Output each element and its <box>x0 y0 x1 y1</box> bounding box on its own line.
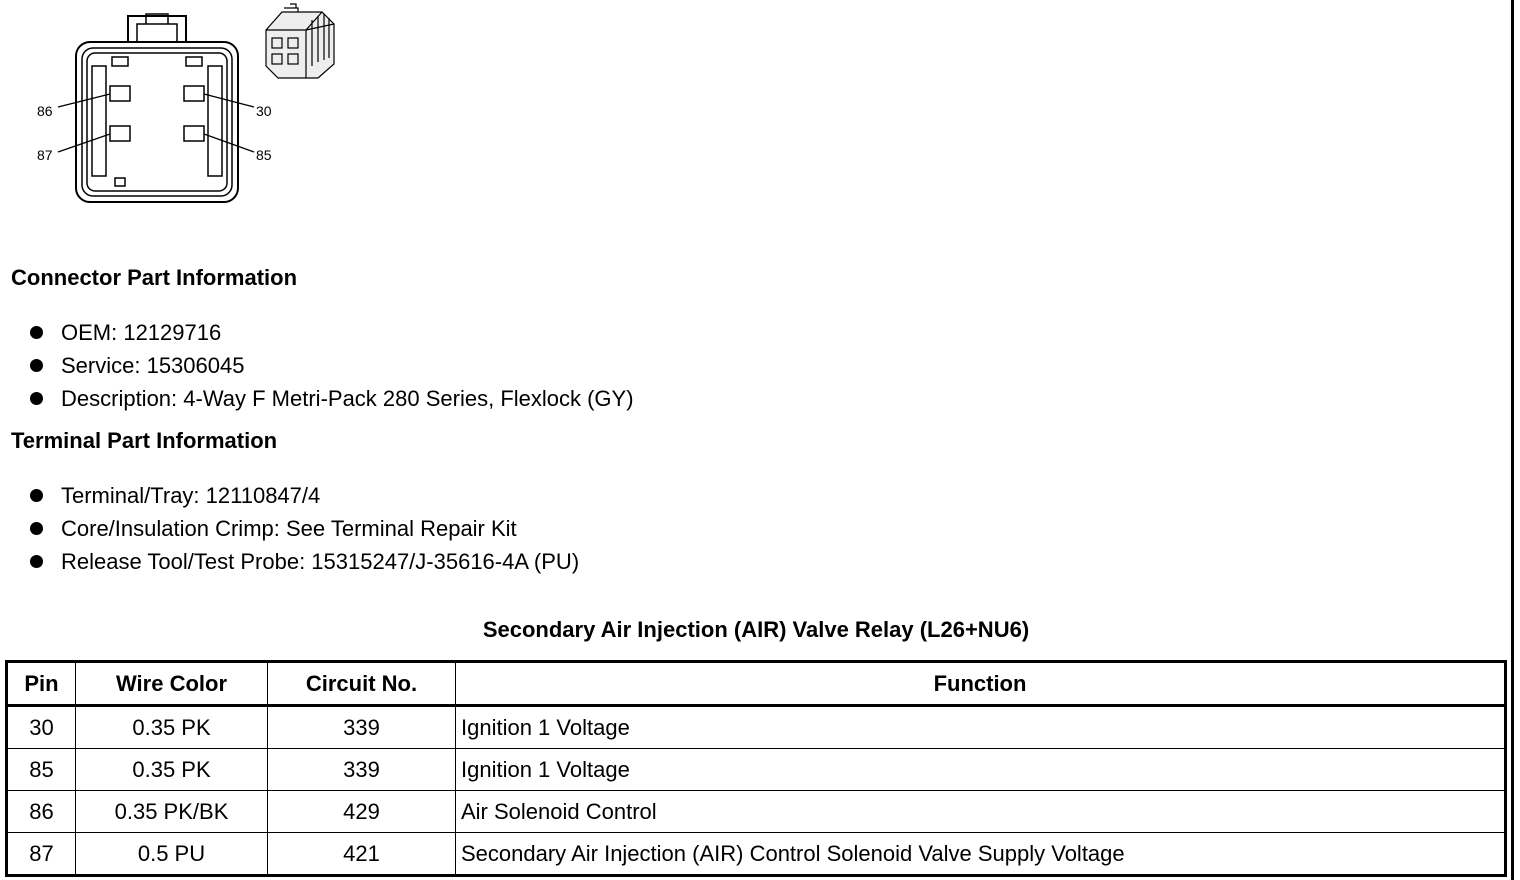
header-circuit-no: Circuit No. <box>268 662 456 706</box>
list-item: OEM: 12129716 <box>27 316 634 349</box>
terminal-part-info-heading: Terminal Part Information <box>11 428 278 453</box>
cavity-86 <box>110 86 130 101</box>
cell-wire-color: 0.35 PK/BK <box>76 791 268 833</box>
header-wire-color: Wire Color <box>76 662 268 706</box>
cell-wire-color: 0.5 PU <box>76 833 268 876</box>
cell-wire-color: 0.35 PK <box>76 749 268 791</box>
cell-pin: 86 <box>7 791 76 833</box>
bullet-icon <box>30 359 43 372</box>
bullet-icon <box>30 489 43 502</box>
bullet-icon <box>30 392 43 405</box>
cell-wire-color: 0.35 PK <box>76 706 268 749</box>
table-row <box>7 833 1506 876</box>
cavity-87 <box>110 126 130 141</box>
list-item: Release Tool/Test Probe: 15315247/J-35616-4A (PU) <box>27 545 579 578</box>
cell-function: Secondary Air Injection (AIR) Control Solenoid Valve Supply Voltage <box>456 833 1506 876</box>
list-item: Service: 15306045 <box>27 349 634 382</box>
list-item: Terminal/Tray: 12110847/4 <box>27 479 579 512</box>
bullet-icon <box>30 522 43 535</box>
cavity-30 <box>184 86 204 101</box>
table-row <box>7 791 1506 833</box>
bullet-icon <box>30 555 43 568</box>
cell-circuit-no: 339 <box>268 749 456 791</box>
cell-pin: 30 <box>7 706 76 749</box>
connector-part-info-list <box>27 316 634 415</box>
cell-circuit-no: 421 <box>268 833 456 876</box>
cell-circuit-no: 429 <box>268 791 456 833</box>
list-item: Core/Insulation Crimp: See Terminal Repair Kit <box>27 512 579 545</box>
terminal-part-info-list <box>27 479 579 578</box>
table-header-row <box>7 662 1506 706</box>
cell-pin: 85 <box>7 749 76 791</box>
cell-circuit-no: 339 <box>268 706 456 749</box>
pinout-table <box>5 660 1507 877</box>
bullet-icon <box>30 326 43 339</box>
connector-face-diagram <box>0 0 360 215</box>
cell-function: Air Solenoid Control <box>456 791 1506 833</box>
pin-label-85: 85 <box>256 147 272 163</box>
list-item: Description: 4-Way F Metri-Pack 280 Series, Flexlock (GY) <box>27 382 634 415</box>
table-row <box>7 749 1506 791</box>
cell-pin: 87 <box>7 833 76 876</box>
pin-label-87: 87 <box>37 147 53 163</box>
connector-part-info-heading: Connector Part Information <box>11 265 298 290</box>
table-row <box>7 706 1506 749</box>
connector-isometric-thumbnail <box>266 4 334 78</box>
cell-function: Ignition 1 Voltage <box>456 749 1506 791</box>
pin-label-86: 86 <box>37 103 53 119</box>
header-function: Function <box>456 662 1506 706</box>
cavity-85 <box>184 126 204 141</box>
table-title: Secondary Air Injection (AIR) Valve Relay (L26+NU6) <box>482 617 1030 642</box>
cell-function: Ignition 1 Voltage <box>456 706 1506 749</box>
pin-label-30: 30 <box>256 103 272 119</box>
header-pin: Pin <box>7 662 76 706</box>
right-border-rule <box>1511 0 1514 880</box>
